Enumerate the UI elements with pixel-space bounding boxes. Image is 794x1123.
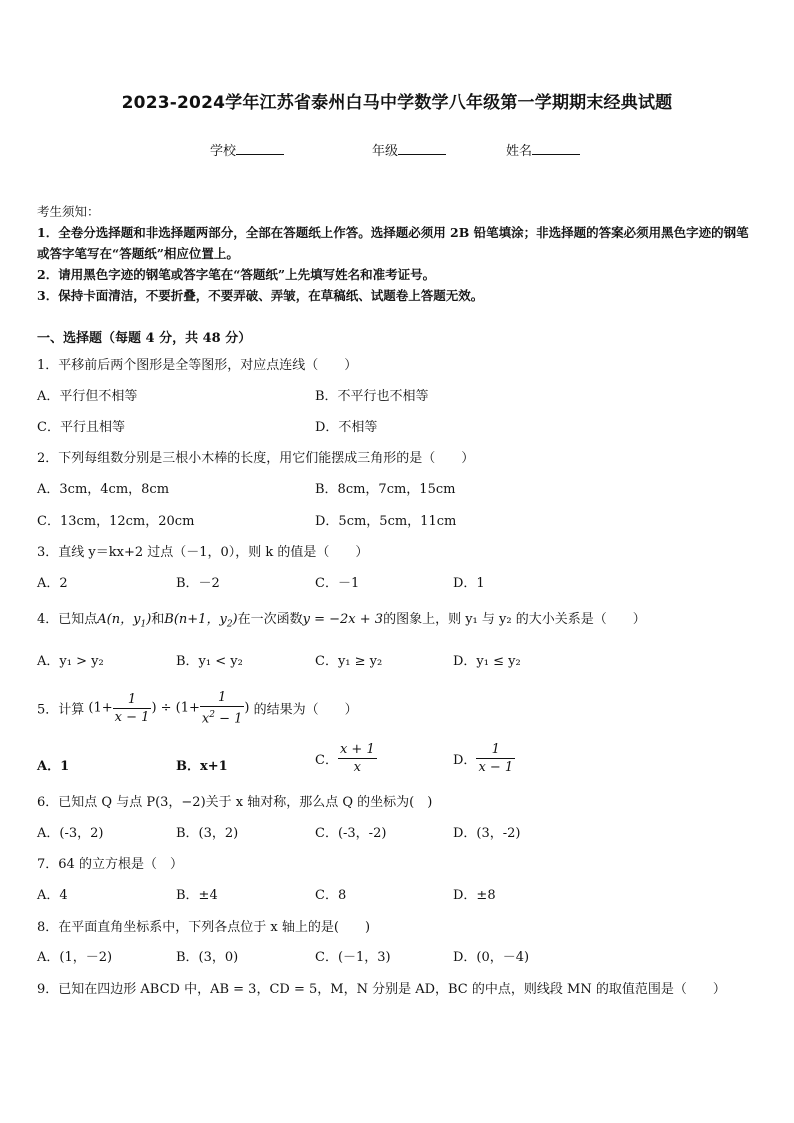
grade-label: 年级 <box>372 144 399 159</box>
q4-mid2: 在一次函数 <box>237 612 303 627</box>
q4-option-c: C．y₁ ≥ y₂ <box>315 654 383 669</box>
q8-option-d: D．(0，－4) <box>453 950 530 965</box>
q7-option-b: B．±4 <box>176 888 218 903</box>
q6-option-b: B．(3，2) <box>176 826 239 841</box>
q3-option-b: B．－2 <box>176 576 220 591</box>
q7-option-d: D．±8 <box>453 888 496 903</box>
q4-mid: 和 <box>151 612 165 627</box>
notice-item-2: 2．请用黑色字迹的钢笔或答字笔在“答题纸”上先填写姓名和准考证号。 <box>37 267 436 282</box>
q5-option-d <box>453 742 515 775</box>
q3-option-a: A．2 <box>37 576 68 591</box>
q8-option-b: B．(3，0) <box>176 950 239 965</box>
q4-point-b: B(n+1，$y_2$) <box>164 612 238 630</box>
q3-option-c: C．－1 <box>315 576 360 591</box>
name-blank <box>532 142 580 155</box>
school-field <box>210 140 284 159</box>
question-8-stem: 8．在平面直角坐标系中，下列各点位于 x 轴上的是( ) <box>37 920 371 935</box>
question-6-stem: 6．已知点 Q 与点 P(3，−2)关于 x 轴对称，那么点 Q 的坐标为( ) <box>37 795 433 810</box>
q6-option-a: A．(-3，2) <box>37 826 104 841</box>
q3-option-d: D．1 <box>453 576 485 591</box>
q2-option-d: D．5cm，5cm，11cm <box>315 514 457 529</box>
question-3-stem: 3．直线 y＝kx+2 过点（－1，0），则 k 的值是（ ） <box>37 545 369 560</box>
question-4-stem <box>37 608 646 630</box>
q2-option-c: C．13cm，12cm，20cm <box>37 514 195 529</box>
q6-option-c: C．(-3，-2) <box>315 826 387 841</box>
q6-option-d: D．(3，-2) <box>453 826 521 841</box>
name-label: 姓名 <box>506 144 533 159</box>
notice-heading: 考生须知： <box>37 204 100 219</box>
q5-option-a: A．1 <box>37 759 70 774</box>
notice-item-1: 1．全卷分选择题和非选择题两部分，全部在答题纸上作答。选择题必须用 2B 铅笔填涂；非选择题的答案必须用黑色字迹的钢笔或答字笔写在“答题纸”相应位置上。 <box>37 225 749 261</box>
q4-point-a: A(n，$y_1$) <box>97 612 152 630</box>
question-7-stem: 7．64 的立方根是（ ） <box>37 857 183 872</box>
q4-option-d: D．y₁ ≤ y₂ <box>453 654 521 669</box>
q5-prefix: 5．计算 <box>37 702 85 718</box>
q1-option-b: B．不平行也不相等 <box>315 389 429 404</box>
notice-item-3: 3．保持卡面清洁，不要折叠，不要弄破、弄皱，在草稿纸、试题卷上答题无效。 <box>37 288 484 303</box>
q5-option-d-numerator: 1 <box>476 742 515 759</box>
q4-prefix: 4．已知点 <box>37 612 98 627</box>
q4-option-b: B．y₁ < y₂ <box>176 654 243 669</box>
q1-option-c: C．平行且相等 <box>37 420 125 435</box>
grade-field <box>372 140 446 159</box>
question-2-stem: 2．下列每组数分别是三根小木棒的长度，用它们能摆成三角形的是（ ） <box>37 451 475 466</box>
q8-option-a: A．(1，－2) <box>37 950 113 965</box>
q1-option-a: A．平行但不相等 <box>37 389 138 404</box>
q5-option-c-label: C． <box>315 753 338 768</box>
q5-option-b: B．x+1 <box>176 759 228 774</box>
q4-option-a: A．y₁ > y₂ <box>37 654 104 669</box>
q5-fraction-2: $\frac{1}{x^2 - 1}$ <box>201 690 243 727</box>
q7-option-a: A．4 <box>37 888 68 903</box>
q5-option-d-denominator: x − 1 <box>478 760 514 775</box>
question-5-stem: 5．计算 (1+ $\frac{1}{x - 1}$ ) ÷ (1+ $\frac{1}{x^2 - 1}$ ) 的结果为（ ） <box>37 690 358 727</box>
q2-option-b: B．8cm，7cm，15cm <box>315 482 456 497</box>
q7-option-c: C．8 <box>315 888 347 903</box>
q1-option-d: D．不相等 <box>315 420 378 435</box>
name-field <box>506 140 580 159</box>
school-label: 学校 <box>210 144 237 159</box>
q8-option-c: C．(－1，3) <box>315 950 391 965</box>
page-title: 2023-2024学年江苏省泰州白马中学数学八年级第一学期期末经典试题 <box>121 93 673 113</box>
question-9-stem: 9．已知在四边形 ABCD 中，AB = 3，CD = 5，M，N 分别是 AD，BC 的中点，则线段 MN 的取值范围是（ ） <box>37 982 726 997</box>
q4-function: y = −2x + 3 <box>302 612 384 627</box>
school-blank <box>236 142 284 155</box>
question-1-stem: 1．平移前后两个图形是全等图形，对应点连线（ ） <box>37 358 358 373</box>
q5-fraction-1: $\frac{1}{x - 1}$ <box>114 691 150 725</box>
q5-option-c-denominator: x <box>353 760 361 775</box>
q5-option-c-numerator: x + 1 <box>339 742 375 757</box>
q5-suffix: 的结果为（ ） <box>253 702 358 718</box>
q4-suffix: 的图象上，则 y₁ 与 y₂ 的大小关系是（ ） <box>383 612 646 627</box>
grade-blank <box>398 142 446 155</box>
q5-option-d-label: D． <box>453 753 477 768</box>
q2-option-a: A．3cm，4cm，8cm <box>37 482 170 497</box>
q5-option-c <box>315 742 377 775</box>
section-heading: 一、选择题（每题 4 分，共 48 分） <box>37 331 252 346</box>
